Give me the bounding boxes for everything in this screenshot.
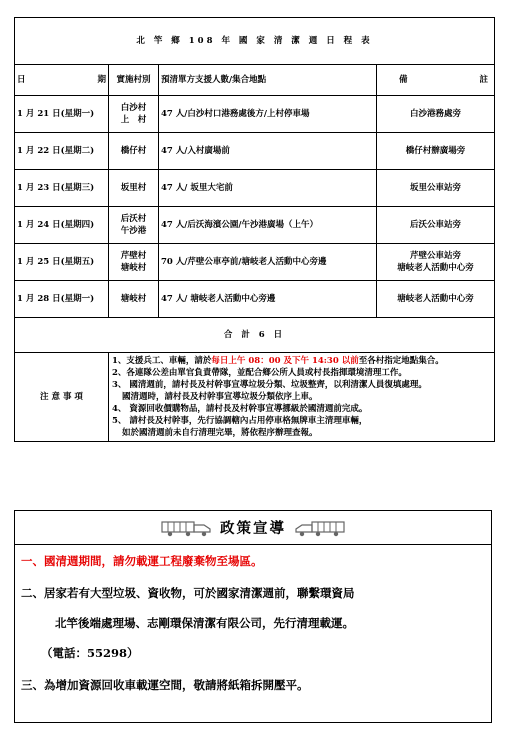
row-date: 1 月 28 日(星期一) [15, 281, 109, 318]
row-note: 芹壁公車站旁 塘岐老人活動中心旁 [377, 244, 495, 281]
row-village: 后沃村 午沙港 [109, 207, 159, 244]
note-item-3: 3、 國清週前，請村長及村幹事宣導垃圾分類、垃圾整齊，以利清潔人員復填處理。 [112, 380, 427, 390]
row-village: 坂里村 [109, 170, 159, 207]
table-row [15, 133, 495, 170]
policy-title: 政策宣導 [220, 520, 286, 537]
garbage-truck-icon [160, 519, 214, 537]
note-item-4: 4、 資源回收價購物品，請村長及村幹事宣導挪級於國清週前完成。 [112, 404, 368, 414]
schedule-sheet [14, 17, 494, 442]
header-note: 備 註 [377, 65, 495, 96]
row-venue: 70 人/芹壁公車亭前/塘岐老人活動中心旁邊 [159, 244, 377, 281]
garbage-truck-icon [292, 519, 346, 537]
note-item-3b: 國清週時，請村長及村幹事宣導垃圾分類依序上車。 [122, 392, 318, 402]
row-village: 塘岐村 [109, 281, 159, 318]
row-note: 坂里公車站旁 [377, 170, 495, 207]
row-venue: 47 人/入村廣場前 [159, 133, 377, 170]
row-village: 芹壁村 塘岐村 [109, 244, 159, 281]
policy-item-3: 三、為增加資源回收車載運空間，敬請將紙箱拆開壓平。 [21, 678, 309, 692]
note-item-5b: 如於國清週前未自行清理完畢，將依程序辦理查報。 [122, 428, 318, 438]
row-note: 白沙港務處旁 [377, 96, 495, 133]
row-date: 1 月 23 日(星期三) [15, 170, 109, 207]
row-date: 1 月 21 日(星期一) [15, 96, 109, 133]
policy-item-2: 二、居家若有大型垃圾、資收物，可於國家清潔週前，聯繫環資局 [21, 586, 355, 600]
row-venue: 47 人/ 坂里大宅前 [159, 170, 377, 207]
policy-item-1: 一、國清週期間，請勿載運工程廢棄物至場區。 [21, 554, 263, 568]
table-row [15, 96, 495, 133]
policy-header [15, 511, 491, 545]
policy-box [14, 510, 492, 723]
header-village: 實施村別 [109, 65, 159, 96]
row-date: 1 月 24 日(星期四) [15, 207, 109, 244]
header-venue: 預清單方支援人數/集合地點 [159, 65, 377, 96]
table-row [15, 281, 495, 318]
note-item-5: 5、 請村長及村幹事，先行協調轄內占用停車格無牌車主清理車輛， [112, 416, 368, 426]
table-row [15, 244, 495, 281]
policy-phone: （電話：55298） [41, 646, 139, 660]
notes-list [109, 353, 495, 442]
note-item-2: 2、各連隊公差由單官負責帶隊，並配合鄉公所人員或村長指揮環境清理工作。 [112, 368, 407, 378]
row-date: 1 月 22 日(星期二) [15, 133, 109, 170]
policy-item-2-cont: 北竿後端處理場、志剛環保清潔有限公司，先行清理載運。 [55, 616, 354, 630]
header-date: 日 期 [15, 65, 109, 96]
row-note: 后沃公車站旁 [377, 207, 495, 244]
table-header-row [15, 65, 495, 96]
row-venue: 47 人/白沙村口港務處後方/上村停車場 [159, 96, 377, 133]
row-venue: 47 人/ 塘岐老人活動中心旁邊 [159, 281, 377, 318]
table-row [15, 207, 495, 244]
notes-label: 注 意 事 項 [15, 353, 109, 442]
table-row [15, 170, 495, 207]
row-venue: 47 人/后沃海濱公園/午沙港廣場（上午） [159, 207, 377, 244]
row-village: 橋仔村 [109, 133, 159, 170]
note-item-1: 1、支援兵工、車輛，請於每日上午 08：00 及下午 14:30 以前至各村指定地點集合。 [112, 356, 444, 366]
row-note: 塘岐老人活動中心旁 [377, 281, 495, 318]
row-note: 橋仔村辦廣場旁 [377, 133, 495, 170]
row-village: 白沙村 上 村 [109, 96, 159, 133]
page-title: 北 竿 鄉 108 年 國 家 清 潔 週 日 程 表 [15, 18, 495, 65]
total-days: 合 計 6 日 [15, 318, 495, 353]
schedule-table [14, 17, 495, 442]
row-date: 1 月 25 日(星期五) [15, 244, 109, 281]
